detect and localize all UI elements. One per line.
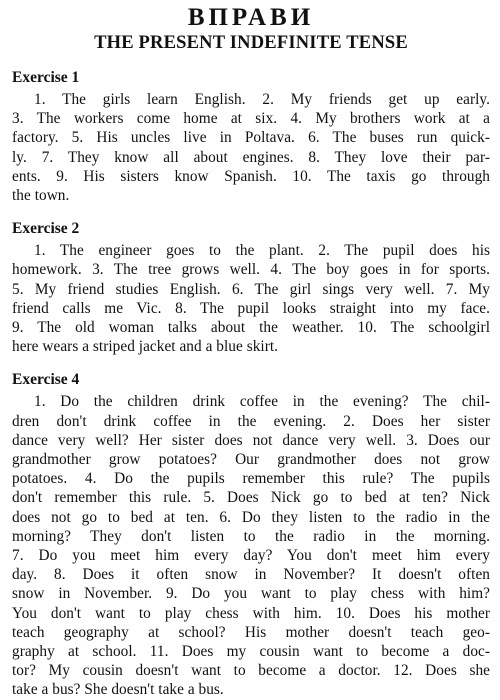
exercise-4-line: 7. Do you meet him every day? You don't meet him every [12,547,490,565]
exercise-1-line: factory. 5. His uncles live in Poltava. 6. The buses run quick- [12,129,490,147]
exercise-4-line: teach geography at school? His mother doesn't teach geo- [12,623,490,641]
exercise-4-line: tor? My cousin doesn't want to become a doctor. 12. Does she [12,662,490,680]
exercise-4-heading: Exercise 4 [12,371,80,389]
page-title: ВПРАВИ [187,4,315,31]
exercise-1-line: ly. 7. They know all about engines. 8. They love their par- [12,148,490,166]
exercise-2-line: 5. My friend studies English. 6. The girl sings very well. 7. My [12,280,490,298]
exercise-1-text [12,90,490,205]
exercise-4-line: does not go to bed at ten. 6. Do they listen to the radio in the [12,508,490,526]
exercise-2-line: 1. The engineer goes to the plant. 2. The pupil does his [34,242,490,260]
exercise-4-line: snow in November. 9. Do you want to play chess with him? [12,585,490,603]
exercise-4-section [12,370,490,699]
exercise-1-heading: Exercise 1 [12,69,80,86]
exercise-1-line: ents. 9. His sisters know Spanish. 10. The taxis go through [12,167,490,185]
exercise-4-line: graphy at school. 11. Does my cousin want to become a doc- [12,643,490,661]
exercise-2-line: 9. The old woman talks about the weather. 10. The schoolgirl [12,319,490,337]
page-subtitle: THE PRESENT INDEFINITE TENSE [94,33,408,53]
exercise-4-line: dance very well? Her sister does not dance very well. 3. Does our [12,431,490,449]
exercise-1-section [12,68,490,205]
exercise-2-text [12,241,490,356]
exercise-1-line: the town. [12,187,70,205]
exercise-1-line: 3. The workers come home at six. 4. My brothers work at a [12,110,490,128]
exercise-4-text [12,392,490,699]
exercise-2-heading: Exercise 2 [12,220,80,238]
exercise-2-line: here wears a striped jacket and a blue skirt. [12,338,279,356]
exercise-4-line: You don't want to play chess with him. 10. Does his mother [12,604,490,622]
exercise-4-line: take a bus? She doesn't take a bus. [12,681,224,699]
exercise-4-line: dren don't drink coffee in the evening. 2. Does her sister [12,412,490,430]
exercise-4-line: potatoes. 4. Do the pupils remember this rule? The pupils [12,470,490,488]
exercise-1-line: 1. The girls learn English. 2. My friends get up early. [34,91,490,108]
exercise-2-section [12,219,490,356]
exercise-4-line: don't remember this rule. 5. Does Nick go to bed at ten? Nick [12,489,490,507]
exercise-4-line: morning? They don't listen to the radio in the morning. [12,527,490,545]
exercise-2-line: friend calls me Vic. 8. The pupil looks straight into my face. [12,299,490,317]
exercise-4-line: 1. Do the children drink coffee in the evening? The chil- [34,393,490,411]
exercise-2-line: homework. 3. The tree grows well. 4. The boy goes in for sports. [12,261,490,279]
exercise-4-line: grandmother grow potatoes? Our grandmother does not grow [12,451,490,469]
exercise-4-line: day. 8. Does it often snow in November? It doesn't often [12,566,490,584]
